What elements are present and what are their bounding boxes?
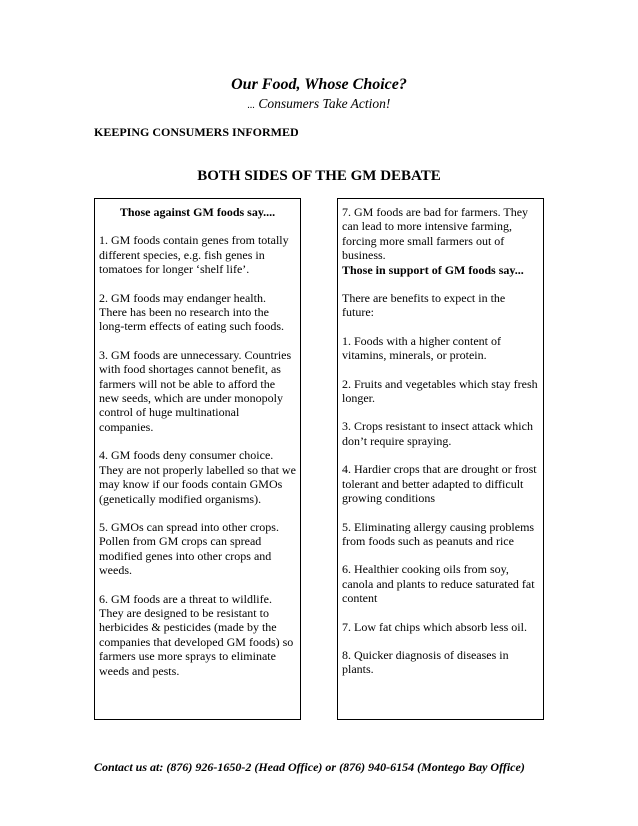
against-item-1 [99, 233, 296, 276]
benefit-item-8: 8. Quicker diagnosis of diseases in plants. [342, 647, 509, 677]
support-heading: Those in support of GM foods say... [342, 262, 524, 277]
against-item-4 [99, 448, 296, 506]
against-item-5-text: 5. GMOs can spread into other crops. Pollen from GM crops can spread modified genes into other crops and weeds. [99, 519, 279, 578]
benefit-item-5: 5. Eliminating allergy causing problems from foods such as peanuts and rice [342, 519, 535, 548]
benefit-item-2: 2. Fruits and vegetables which stay fresh longer. [342, 376, 538, 406]
benefit-item-3: 3. Crops resistant to insect attack which don’t require spraying. [342, 419, 533, 448]
against-column [94, 198, 301, 720]
subtitle-ellipsis: ... [247, 100, 256, 111]
against-item-4-note: (genetically modified organisms). [99, 491, 262, 506]
document-subtitle [0, 96, 638, 112]
against-item-1-text: 1. GM foods contain genes from totally different species, e.g. fish genes in tomatoes for longer ‘shelf life’. [99, 233, 289, 277]
against-item-6-text: 6. GM foods are a threat to wildlife. They are designed to be resistant to herbicides & pesticides (made by the companies that developed GM foods) so [99, 591, 294, 649]
subtitle-text: Consumers Take Action! [258, 96, 391, 111]
against-item-4-text: 4. GM foods deny consumer choice. They are not properly labelled so that we may know if our foods contain GMOs [99, 448, 296, 492]
benefit-item-7: 7. Low fat chips which absorb less oil. [342, 619, 527, 634]
benefit-item-6: 6. Healthier cooking oils from soy, canola and plants to reduce saturated fat content [342, 562, 535, 606]
against-item-2-text: 2. GM foods may endanger health. There has been no research into the long-term effects of eating such foods. [99, 290, 285, 334]
against-heading: Those against GM foods say.... [119, 205, 276, 219]
against-item-3 [99, 348, 296, 434]
against-item-3-text: 3. GM foods are unnecessary. Countries with food shortages cannot benefit, as farmers will not be able to afford the new seeds, which are under monopoly control of huge multinational companies. [99, 347, 292, 434]
against-item-7: 7. GM foods are bad for farmers. They can lead to more intensive farming, forcing more small farmers out of business. [342, 205, 529, 263]
support-column [337, 198, 544, 720]
debate-heading: BOTH SIDES OF THE GM DEBATE [197, 168, 441, 184]
document-title: Our Food, Whose Choice? [231, 76, 407, 93]
section-heading: KEEPING CONSUMERS INFORMED [94, 125, 299, 139]
against-item-2 [99, 291, 296, 334]
support-intro: There are benefits to expect in the future: [342, 291, 506, 320]
benefit-item-1: 1. Foods with a higher content of vitamins, minerals, or protein. [342, 333, 501, 363]
benefit-item-4: 4. Hardier crops that are drought or frost tolerant and better adapted to difficult growing conditions [342, 462, 537, 506]
contact-footer: Contact us at: (876) 926-1650-2 (Head Office) or (876) 940-6154 (Montego Bay Office) [94, 760, 525, 774]
against-item-6 [99, 592, 296, 678]
against-item-6-continuation: farmers use more sprays to eliminate weeds and pests. [99, 649, 276, 678]
against-item-5 [99, 520, 296, 578]
